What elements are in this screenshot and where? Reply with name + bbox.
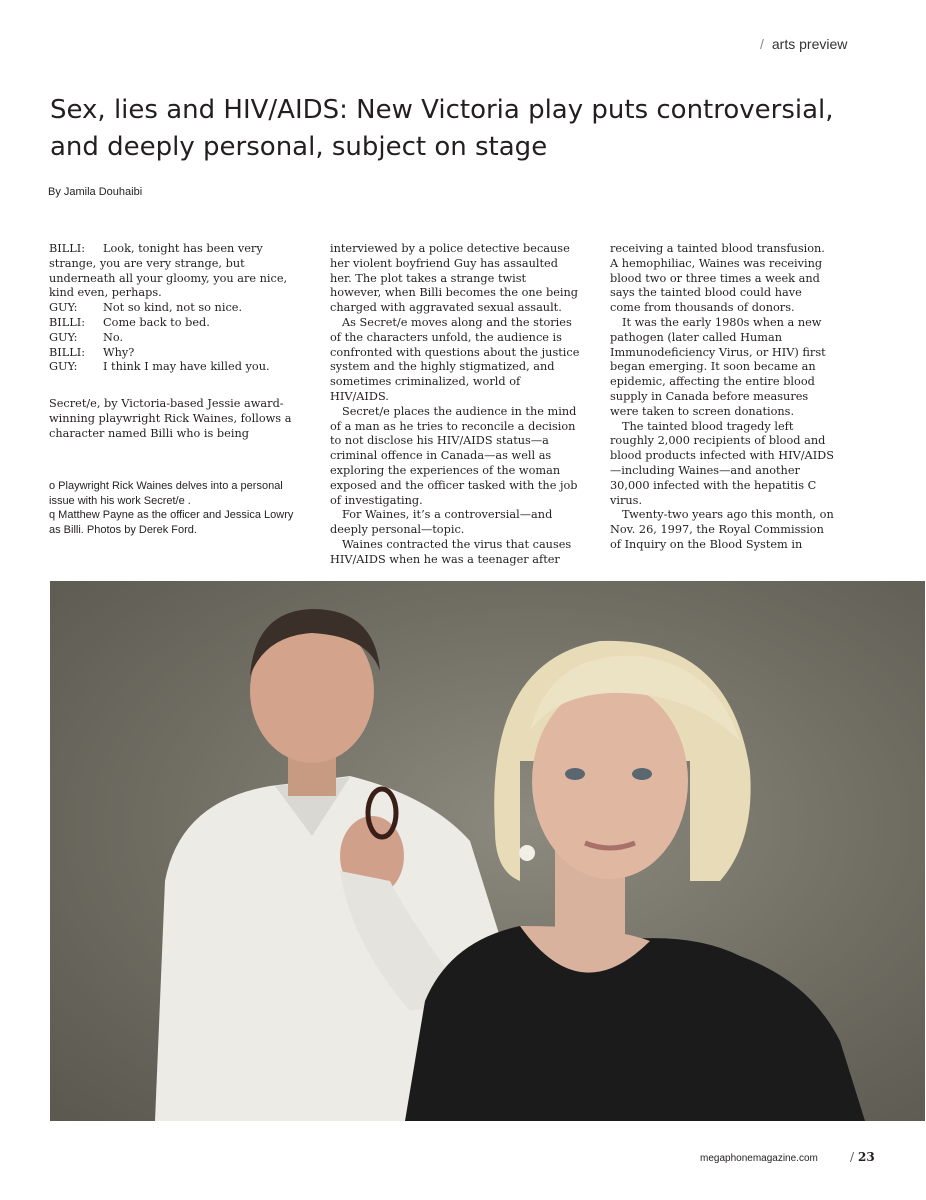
caption-2: q Matthew Payne as the officer and Jessica Lowry as Billi. Photos by Derek Ford.	[49, 509, 294, 536]
script-speaker: BILLI:	[49, 315, 86, 329]
script-text: Not so kind, not so nice.	[103, 301, 243, 315]
woman-earring	[519, 845, 535, 861]
headline: Sex, lies and HIV/AIDS: New Victoria play puts controversial, and deeply personal, subject on stage	[50, 95, 834, 162]
column-1	[49, 242, 294, 442]
script-text: I think I may have killed you.	[103, 360, 270, 374]
column-2	[330, 242, 580, 568]
caption-1: o Playwright Rick Waines delves into a personal issue with his work Secret/e .	[49, 480, 283, 507]
paragraph: Twenty-two years ago this month, on Nov. 26, 1997, the Royal Commission of Inquiry on the Blood System in	[610, 508, 834, 551]
script-text: Why?	[103, 345, 135, 359]
paragraph: The tainted blood tragedy left roughly 2,000 recipients of blood and blood products infected with HIV/AIDS—including Waines—and another 30,000 infected with the hepatitis C virus.	[610, 419, 834, 507]
paragraph: Waines contracted the virus that causes HIV/AIDS when he was a teenager after	[330, 537, 572, 566]
page-number-value: 23	[858, 1150, 875, 1164]
script-line	[49, 242, 294, 257]
cast-photo-illustration	[50, 581, 925, 1121]
script-continuation: strange, you are very strange, but underneath all your gloomy, you are nice, kind even, perhaps.	[49, 256, 288, 300]
paragraph: Secret/e places the audience in the mind of a man as he tries to reconcile a decision to not disclose his HIV/AIDS status—a criminal offence in Canada—as well as exploring the experiences of the woman exposed and the officer tasked with the job of investigating.	[330, 404, 578, 507]
cast-photo	[50, 581, 925, 1121]
woman-eye-left	[565, 768, 585, 780]
paragraph: It was the early 1980s when a new pathogen (later called Human Immunodeficiency Virus, or HIV) first began emerging. It soon became an epidemic, affecting the entire blood supply in Canada before measures were taken to screen donations.	[610, 315, 826, 418]
section-slash: /	[760, 36, 764, 52]
script-speaker: GUY:	[49, 330, 78, 344]
section-label: arts preview	[771, 36, 848, 52]
paragraph: receiving a tainted blood transfusion. A hemophiliac, Waines was receiving blood two or three times a week and says the tainted blood could have come from thousands of donors.	[610, 242, 825, 315]
script-speaker: BILLI:	[49, 242, 86, 255]
script-speaker: BILLI:	[49, 345, 86, 359]
footer-url: megaphonemagazine.com	[700, 1153, 818, 1164]
woman-top	[405, 926, 865, 1121]
script-line	[49, 316, 294, 331]
script-speaker: GUY:	[49, 360, 78, 374]
script-text: Look, tonight has been very	[103, 242, 263, 255]
photo-captions	[49, 479, 294, 537]
paragraph: For Waines, it’s a controversial—and deeply personal—topic.	[330, 508, 553, 537]
script-speaker: GUY:	[49, 301, 78, 315]
paragraph: As Secret/e moves along and the stories of the characters unfold, the audience is confronted with questions about the justice system and the highly stigmatized, and sometimes criminalized, world of HIV/AIDS.	[330, 315, 580, 403]
script-line	[49, 360, 294, 375]
section-tag	[760, 36, 900, 52]
article-intro: Secret/e, by Victoria-based Jessie award-winning playwright Rick Waines, follows a character named Billi who is being	[49, 397, 292, 440]
script-line	[49, 346, 294, 361]
column-3	[610, 242, 835, 553]
script-text: No.	[103, 330, 124, 344]
woman-eye-right	[632, 768, 652, 780]
page-number	[850, 1150, 875, 1164]
script-line	[49, 301, 294, 316]
page-slash: /	[850, 1150, 855, 1164]
script-line	[49, 331, 294, 346]
byline: By Jamila Douhaibi	[48, 186, 143, 198]
script-text: Come back to bed.	[103, 315, 210, 329]
paragraph: interviewed by a police detective because her violent boyfriend Guy has assaulted her. The plot takes a strange twist however, when Billi becomes the one being charged with aggravated sexual assault.	[330, 242, 578, 315]
